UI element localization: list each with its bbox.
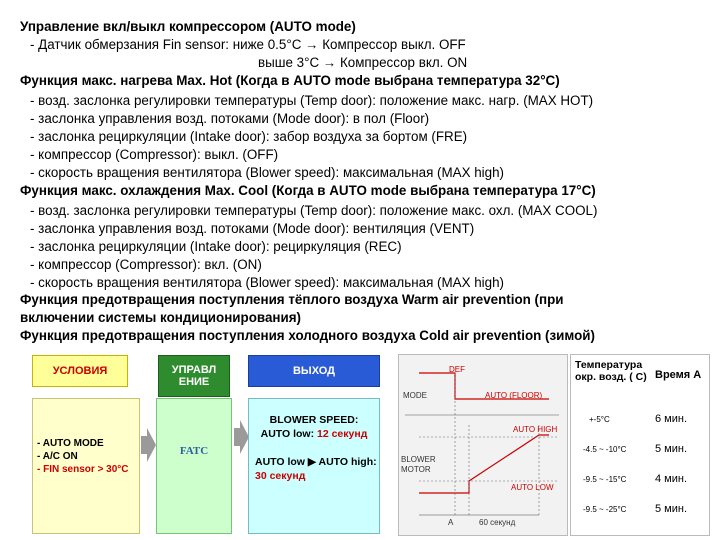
table-cell-time: 6 мин. <box>655 413 688 425</box>
mode-label: MODE <box>403 391 427 400</box>
output-box <box>248 398 380 534</box>
max-hot-item: - заслонка управления возд. потоками (Mode door): в пол (Floor) <box>30 111 430 126</box>
condition-item: - FIN sensor > 30°C <box>37 464 129 475</box>
title: Управление вкл/выкл компрессором (AUTO mode) <box>20 19 356 34</box>
def-label: DEF <box>449 365 465 374</box>
fatc-label: FATC <box>179 445 209 457</box>
table-col-temp: Температура окр. возд. ( C) <box>575 359 647 383</box>
table-cell-temp: -4.5 ~ -10°C <box>583 445 627 454</box>
condition-item: - AUTO MODE <box>37 438 104 449</box>
table-row <box>581 501 701 531</box>
table-cell-temp: -9.5 ~ -25°C <box>583 505 627 514</box>
table-rows <box>581 411 701 531</box>
a-label: A <box>448 518 454 527</box>
sec60-label: 60 секунд <box>479 518 516 527</box>
control-header: УПРАВЛ ЕНИЕ <box>158 355 230 397</box>
blower-low-time: 12 секунд <box>317 428 368 440</box>
output-header: ВЫХОД <box>248 355 380 387</box>
max-cool-item: - возд. заслонка регулировки температуры (Temp door): положение макс. охл. (MAX COOL) <box>30 203 598 218</box>
auto-high-label: AUTO HIGH <box>513 425 558 434</box>
blower-high-time: 30 секунд <box>255 470 306 482</box>
cold-prevention-heading: Функция предотвращения поступления холодного воздуха Cold air prevention (зимой) <box>20 328 595 343</box>
timing-graph <box>398 354 568 536</box>
table-cell-time: 5 мин. <box>655 443 688 455</box>
conditions-header: УСЛОВИЯ <box>32 355 128 387</box>
timing-graph-svg <box>399 355 567 535</box>
blower-high-label: AUTO low ▶ AUTO high: <box>255 456 377 468</box>
table-cell-time: 5 мин. <box>655 503 688 515</box>
max-cool-item: - заслонка управления возд. потоками (Mode door): вентиляция (VENT) <box>30 221 475 236</box>
fin-sensor-line-2: выше 3°C → Компрессор вкл. ON <box>258 55 468 70</box>
blower-low-label: AUTO low: <box>260 428 317 440</box>
max-cool-item: - заслонка рециркуляции (Intake door): рециркуляция (REC) <box>30 239 402 254</box>
table-cell-time: 4 мин. <box>655 473 688 485</box>
max-hot-item: - заслонка рециркуляции (Intake door): забор воздуха за бортом (FRE) <box>30 129 468 144</box>
auto-low-label: AUTO LOW <box>511 483 554 492</box>
time-table <box>570 354 710 536</box>
warm-prevention-line-1: Функция предотвращения поступления тёплого воздуха Warm air prevention (при <box>20 292 564 307</box>
max-hot-item: - возд. заслонка регулировки температуры (Temp door): положение макс. нагр. (MAX HOT) <box>30 93 594 108</box>
max-cool-heading: Функция макс. охлаждения Max. Cool (Когда в AUTO mode выбрана температура 17°C) <box>20 183 596 198</box>
condition-item: - A/C ON <box>37 451 78 462</box>
table-col-time: Время А <box>655 369 702 381</box>
flow-arrow-icon <box>234 420 248 454</box>
table-row <box>581 411 701 441</box>
max-cool-item: - скорость вращения вентилятора (Blower speed): максимальная (MAX high) <box>30 275 505 290</box>
max-cool-item: - компрессор (Compressor): вкл. (ON) <box>30 257 262 272</box>
fatc-box <box>156 398 232 534</box>
table-cell-temp: +-5°C <box>589 415 610 424</box>
max-hot-item: - скорость вращения вентилятора (Blower speed): максимальная (MAX high) <box>30 165 505 180</box>
table-row <box>581 471 701 501</box>
blower-motor-label: BLOWER MOTOR <box>401 455 436 474</box>
conditions-box <box>32 398 140 534</box>
fin-sensor-line-1: - Датчик обмерзания Fin sensor: ниже 0.5°C → Компрессор выкл. OFF <box>30 37 466 52</box>
warm-prevention-line-2: включении системы кондиционирования) <box>20 310 301 325</box>
blower-speed-title: BLOWER SPEED: <box>269 414 359 426</box>
flow-arrow-icon <box>141 428 155 462</box>
auto-floor-label: AUTO (FLOOR) <box>485 391 543 400</box>
max-hot-heading: Функция макс. нагрева Max. Hot (Когда в AUTO mode выбрана температура 32°C) <box>20 73 560 88</box>
table-cell-temp: -9.5 ~ -15°C <box>583 475 627 484</box>
max-hot-item: - компрессор (Compressor): выкл. (OFF) <box>30 147 279 162</box>
table-row <box>581 441 701 471</box>
